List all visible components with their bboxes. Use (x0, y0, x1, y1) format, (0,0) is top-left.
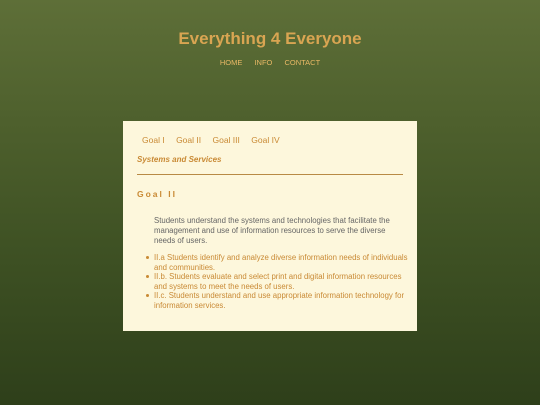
goal-1-link[interactable]: Goal I (142, 135, 165, 145)
objective-text: II.a Students identify and analyze diverse information needs of individuals and communities. (154, 253, 408, 272)
goal-description: Students understand the systems and technologies that facilitate the management and use of information resources to serve the diverse needs of users. (154, 216, 390, 245)
nav-home-link[interactable]: HOME (219, 58, 243, 67)
nav-info-link[interactable]: INFO (254, 58, 273, 67)
objective-item (154, 253, 408, 272)
site-title: Everything 4 Everyone (178, 29, 362, 48)
top-nav (0, 58, 540, 67)
bullet-icon (146, 256, 149, 259)
objective-text: II.c. Students understand and use appropriate information technology for information services. (154, 291, 405, 310)
objectives-list (154, 253, 408, 310)
nav-contact-link[interactable]: CONTACT (284, 58, 321, 67)
section-divider (137, 174, 403, 175)
section-heading: Systems and Services (137, 155, 222, 164)
objective-text: II.b. Students evaluate and select print and digital information resources and systems to meet the needs of users. (154, 272, 402, 291)
goal-2-link[interactable]: Goal II (176, 135, 202, 145)
content-panel (123, 121, 417, 331)
objective-item (154, 272, 408, 291)
objective-item (154, 291, 408, 310)
goal-4-link[interactable]: Goal IV (251, 135, 280, 145)
goal-tabs (142, 135, 289, 145)
goal-title: Goal II (137, 189, 177, 199)
bullet-icon (146, 294, 149, 297)
goal-3-link[interactable]: Goal III (212, 135, 240, 145)
bullet-icon (146, 275, 149, 278)
